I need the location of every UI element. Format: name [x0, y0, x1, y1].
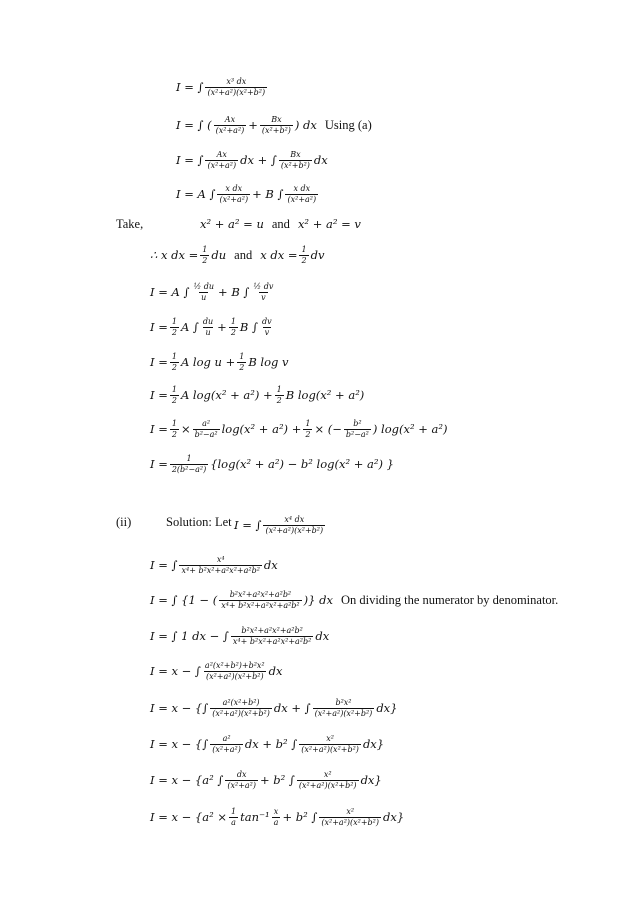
side-note: Using (a) [324, 118, 372, 133]
equation-line: I = ∫ $\frac{Ax}{\text{(x²+a²)}}$ dx + ∫ $\frac{Bx}{\text{(x²+b²)}}$ dx [176, 150, 328, 170]
equation-line: I = $\frac{1}{2}$ A ∫ $\frac{du}{u}$ + $\frac{1}{2}$ B ∫ $\frac{dv}{v}$ [150, 317, 272, 337]
equation-line: I = $\frac{1}{2}$ A log u + $\frac{1}{2}$ B log v [150, 352, 289, 372]
equation-line: I = ∫ $\frac{\text{x³ dx}}{\text{(x²+a²)(x²+b²)}}$ [176, 77, 266, 97]
equation-line: I = $\frac{1}{\text{2(b²−a²)}}$ {log(x² + a²) − b² log(x² + a²) } [150, 454, 394, 474]
solution-label: Solution: Let [166, 515, 232, 529]
equation-line: I = ∫ {1 − ( $\frac{\text{b²x²+a²x²+a²b²}}{\text{x⁴+ b²x²+a²x²+a²b²}}$ )} dx On dividing the numerator by denominator. [150, 590, 559, 610]
equation-line: I = ∫ $\frac{\text{x⁴ dx}}{\text{(x²+a²)(x²+b²)}}$ [234, 515, 324, 535]
equation-line: I = A ∫ $\frac{\text{½ du}}{u}$ + B ∫ $\frac{\text{½ dv}}{v}$ [150, 282, 274, 302]
equation-line: I = x − {a² × $\frac{1}{a}$ tan⁻¹ $\frac{x}{a}$ + b² ∫ $\frac{\text{x²}}{\text{(x²+a²)(x²+b²)}}$ dx} [150, 807, 405, 827]
side-note: On dividing the numerator by denominator. [340, 593, 559, 608]
equation-line: I = x − ∫ $\frac{\text{a²(x²+b²)+b²x²}}{\text{(x²+a²)(x²+b²)}}$ dx [150, 661, 283, 681]
fraction: $\frac{\text{x³ dx}}{\text{(x²+a²)(x²+b²)}}$ [207, 77, 266, 97]
equation-line: I = x − {∫ $\frac{\text{a²}}{\text{(x²+a²)}}$ dx + b² ∫ $\frac{\text{x²}}{\text{(x²+a²)(x²+b²)}}$ dx} [150, 734, 385, 754]
equation-line: I = A ∫ $\frac{\text{x dx}}{\text{(x²+a²)}}$ + B ∫ $\frac{\text{x dx}}{\text{(x²+a²)}}$ [176, 184, 317, 204]
part-number: (ii) [116, 515, 132, 529]
equation-line: ∴ x dx = $\frac{1}{2}$ du and x dx = $\frac{1}{2}$ dv [150, 245, 325, 265]
equation-line: I = x − {∫ $\frac{\text{a²(x²+b²)}}{\text{(x²+a²)(x²+b²)}}$ dx + ∫ $\frac{\text{b²x²}}{\text{(x²+a²)(x²+b²)}}$ dx} [150, 698, 398, 718]
equation-line: I = ∫ ( $\frac{Ax}{\text{(x²+a²)}}$ + $\frac{Bx}{\text{(x²+b²)}}$ ) dx Using (a) [176, 115, 372, 135]
take-label: Take, [116, 217, 144, 231]
equation-line: I = $\frac{1}{2}$ × $\frac{\text{a²}}{\text{b²−a²}}$ log(x² + a²) + $\frac{1}{2}$ × (− $\frac{\text{b²}}{\text{b²−a²}}$ ) log(x² + a²) [150, 419, 448, 439]
equation-line: x² + a² = u and x² + a² = v [200, 216, 361, 231]
equation-line: I = x − {a² ∫ $\frac{dx}{\text{(x²+a²)}}$ + b² ∫ $\frac{\text{x²}}{\text{(x²+a²)(x²+b²)}}$ dx} [150, 770, 382, 790]
equation-line: I = ∫ 1 dx − ∫ $\frac{\text{b²x²+a²x²+a²b²}}{\text{x⁴+ b²x²+a²x²+a²b²}}$ dx [150, 626, 330, 646]
equation-line: I = ∫ $\frac{\text{x⁴}}{\text{x⁴+ b²x²+a²x²+a²b²}}$ dx [150, 555, 278, 575]
equation-line: I = $\frac{1}{2}$ A log(x² + a²) + $\frac{1}{2}$ B log(x² + a²) [150, 385, 365, 405]
